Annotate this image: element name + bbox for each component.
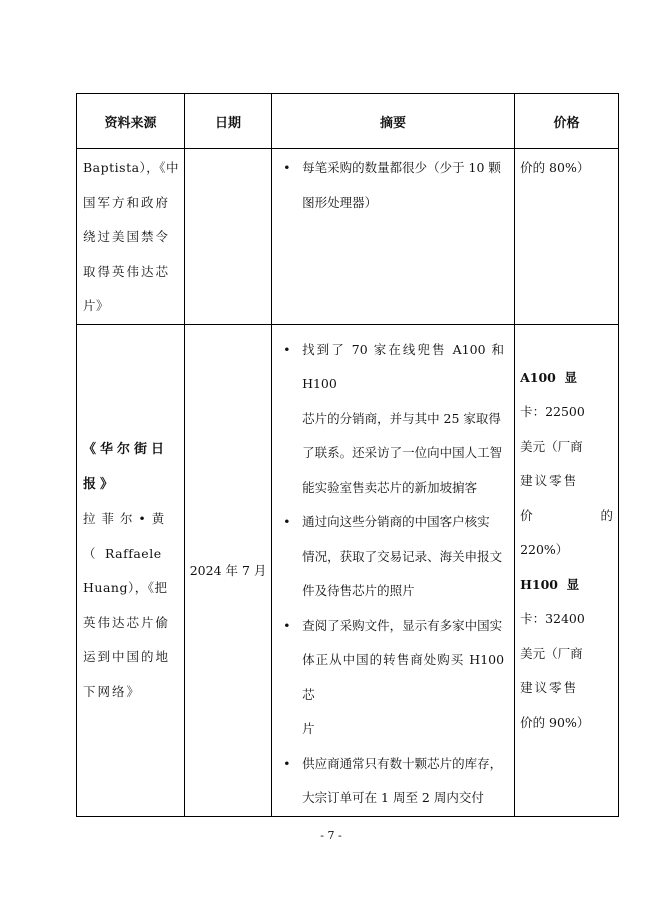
summary-bullet (276, 151, 510, 220)
source-line: 英伟达芯片偷 (83, 614, 171, 630)
price-line: 建议零售 (520, 680, 579, 695)
bullet-text-line: 件及待售芯片的照片 (302, 583, 415, 598)
header-source: 资料来源 (77, 94, 185, 149)
price-line: 建议零售 (520, 473, 579, 488)
bullet-text-line: 供应商通常只有数十颗芯片的库存， (302, 755, 503, 771)
bullet-text-line: 情况，获取了交易记录、海关申报文 (302, 548, 503, 564)
bullet-text-line: 找到了 70 家在线兜售 A100 和 H100 (302, 341, 505, 391)
source-line: 片》 (83, 298, 110, 313)
table-row (77, 324, 619, 816)
source-line: 下网络》 (83, 683, 142, 699)
bullet-text-line: 体正从中国的转售商处购买 H100 芯 (302, 652, 505, 702)
source-line: 绕过美国禁令 (83, 229, 171, 244)
bullet-icon: • (283, 341, 291, 357)
summary-bullet (276, 505, 510, 609)
source-line: 国军方和政府 (83, 194, 171, 210)
bullet-text-line: 芯片的分销商，并与其中 25 家取得 (302, 410, 501, 426)
bullet-icon: • (283, 617, 291, 633)
price-line: 美元（厂商 (520, 645, 583, 661)
price-line: 美元（厂商 (520, 438, 583, 454)
page-number: - 7 - (320, 829, 342, 842)
bullet-text-line: 通过向这些分销商的中国客户核实 (302, 514, 490, 529)
price-line: 价的 80%） (520, 160, 590, 175)
source-cell (77, 149, 185, 325)
bullet-text-line: 图形处理器） (302, 194, 378, 210)
bullet-text-line: 了联系。还采访了一位向中国人工智 (302, 445, 503, 460)
header-date: 日期 (185, 94, 272, 149)
bullet-text-line: 每笔采购的数量都很少（少于 10 颗 (302, 160, 501, 175)
price-line: 价 的 (520, 507, 614, 523)
price-line: 卡：32400 (520, 611, 585, 626)
summary-table (76, 93, 619, 817)
price-line: 价的 90%） (520, 714, 590, 730)
source-cell (77, 324, 185, 816)
summary-bullet (276, 609, 510, 747)
price-cell (515, 149, 619, 325)
header-price: 价格 (515, 94, 619, 149)
header-summary: 摘要 (272, 94, 515, 149)
bullet-icon: • (283, 160, 291, 175)
date-cell: 2024 年 7 月 (185, 324, 272, 816)
summary-bullet (276, 747, 510, 816)
price-line: 卡：22500 (520, 404, 585, 419)
bullet-text-line: 大宗订单可在 1 周至 2 周内交付 (302, 790, 484, 805)
date-cell (185, 149, 272, 325)
bullet-text-line: 能实验室售卖芯片的新加坡掮客 (302, 479, 478, 495)
summary-cell (272, 324, 515, 816)
h100-price-label: H100 显 (520, 576, 580, 592)
source-line: Huang），《把 (83, 580, 168, 595)
bullet-text-line: 查阅了采购文件，显示有多家中国实 (302, 617, 503, 633)
table-header-row (77, 94, 619, 149)
summary-cell (272, 149, 515, 325)
table-row (77, 149, 619, 325)
source-line: Baptista），《中 (83, 160, 180, 175)
summary-bullet (276, 333, 510, 506)
source-line: 拉 菲 尔 • 黄 (83, 511, 166, 526)
price-cell (515, 324, 619, 816)
source-title: 《华尔街日 (83, 442, 169, 457)
source-title: 报》 (83, 476, 118, 492)
a100-price-label: A100 显 (520, 369, 578, 385)
source-line: 取得英伟达芯 (83, 263, 171, 279)
bullet-icon: • (283, 755, 291, 771)
source-line: （ Raffaele (83, 545, 162, 561)
bullet-icon: • (283, 514, 291, 529)
source-line: 运到中国的地 (83, 649, 171, 664)
bullet-text-line: 片 (302, 721, 315, 736)
price-line: 220%） (520, 542, 569, 557)
